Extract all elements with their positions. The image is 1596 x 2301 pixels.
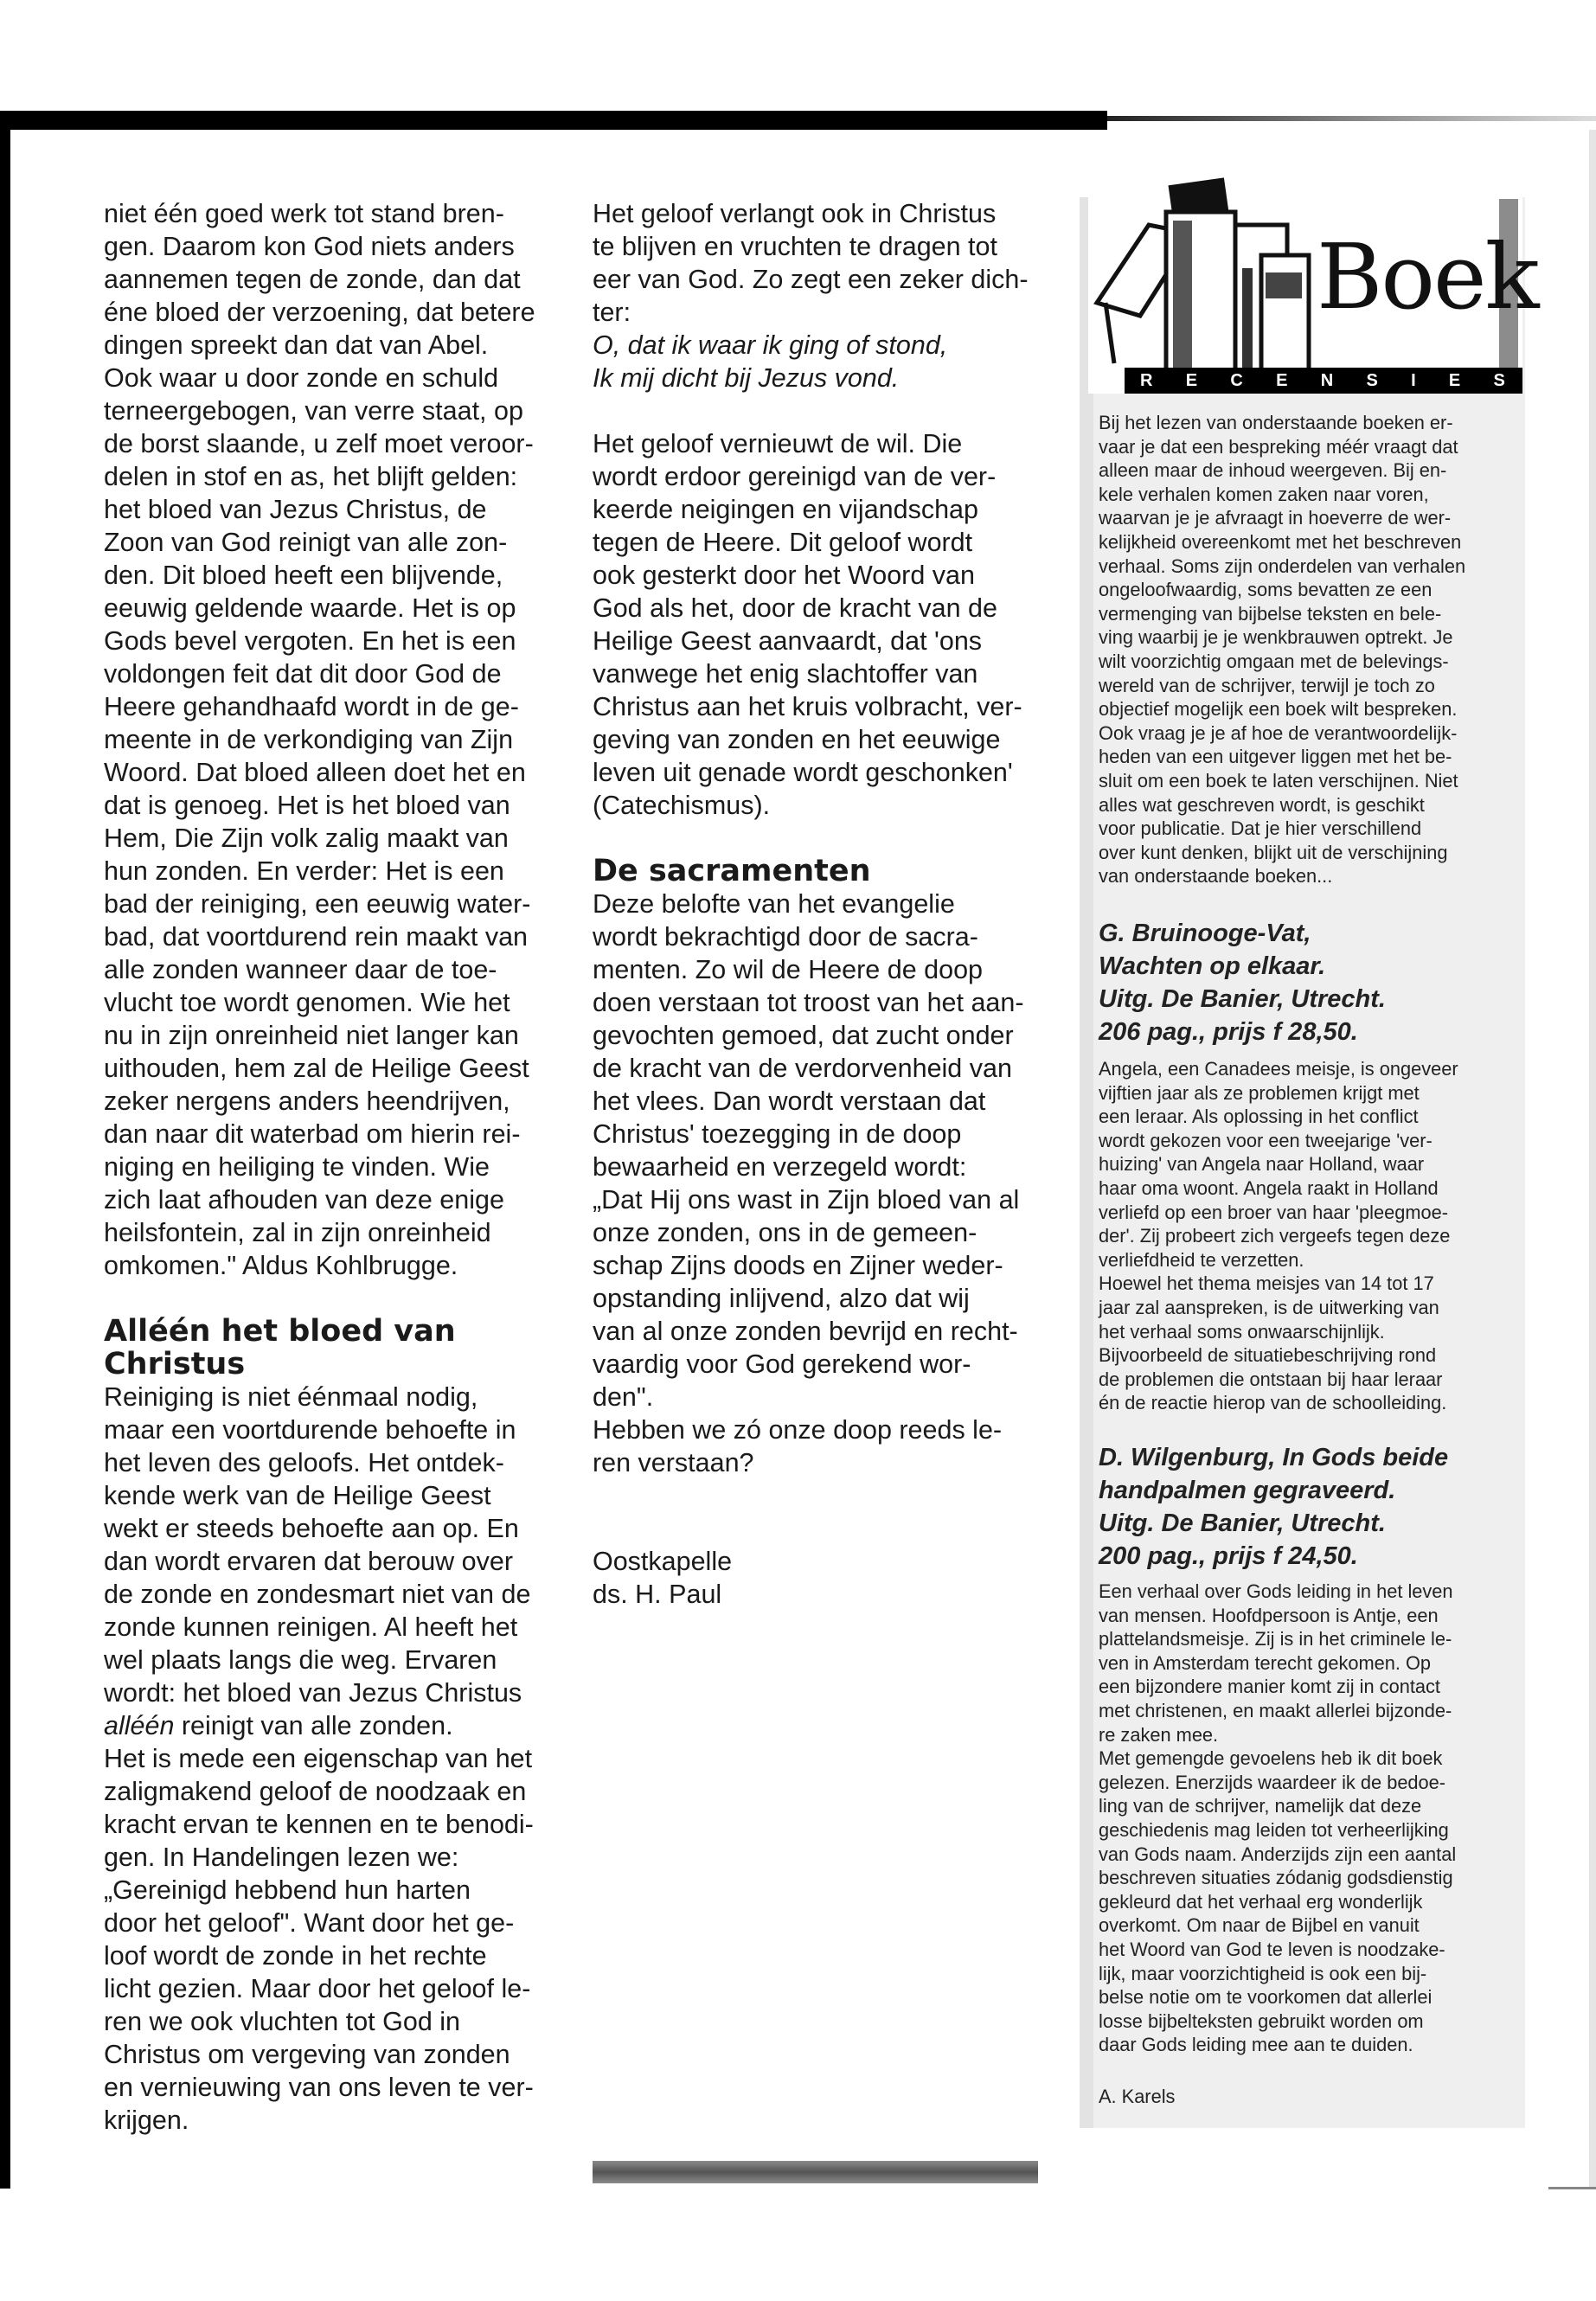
text-line: wilt voorzichtig omgaan met de belevings-: [1099, 650, 1449, 672]
col1-paragraph-3: [104, 1742, 562, 2137]
text-line: Reiniging is niet éénmaal nodig,: [104, 1382, 478, 1412]
text-line: van al onze zonden bevrijd en recht-: [593, 1317, 1018, 1346]
text-line: van onderstaande boeken...: [1099, 865, 1333, 888]
text-line: Uitg. De Banier, Utrecht.: [1099, 1509, 1386, 1537]
text-line: handpalmen gegraveerd.: [1099, 1477, 1396, 1504]
text-line: wordt erdoor gereinigd van de ver-: [593, 462, 997, 491]
text-line: bad, dat voortdurend rein maakt van: [104, 922, 528, 952]
text-line: G. Bruinooge-Vat,: [1099, 920, 1311, 947]
text-line: daar Gods leiding mee aan te duiden.: [1099, 2034, 1413, 2056]
text-line: Hoewel het thema meisjes van 14 tot 17: [1099, 1272, 1434, 1295]
text-line: dan naar dit waterbad om hierin rei-: [104, 1119, 521, 1149]
text-line: licht gezien. Maar door het geloof le-: [104, 1974, 531, 2003]
text-line: Het geloof vernieuwt de wil. Die: [593, 429, 963, 458]
text-line: vaardig voor God gerekend wor-: [593, 1349, 971, 1379]
text-line: heden van een uitgever liggen met het be-: [1099, 746, 1452, 768]
col1-paragraph-1: [104, 197, 562, 1282]
text-line: omkomen." Aldus Kohlbrugge.: [104, 1251, 458, 1280]
text-line: jaar zal aanspreken, is de uitwerking van: [1099, 1296, 1439, 1318]
text-line: van mensen. Hoofdpersoon is Antje, een: [1099, 1604, 1439, 1626]
text-line: alleen maar de inhoud weergeven. Bij en-: [1099, 459, 1447, 482]
text-line: aannemen tegen de zonde, dan dat: [104, 265, 521, 294]
text-line: kele verhalen komen zaken naar voren,: [1099, 483, 1429, 505]
text-line: en vernieuwing van ons leven te ver-: [104, 2073, 534, 2102]
text-line: eer van God. Zo zegt een zeker dich-: [593, 265, 1029, 294]
text-line: ook gesterkt door het Woord van: [593, 561, 975, 590]
text-line: zaligmakend geloof de noodzaak en: [104, 1777, 527, 1806]
text-line: gen. Daarom kon God niets anders: [104, 232, 515, 261]
text-line: Christus om vergeving van zonden: [104, 2040, 510, 2069]
text-line: re zaken mee.: [1099, 1723, 1219, 1746]
text-line: maar een voortdurende behoefte in: [104, 1415, 516, 1445]
place-name: Oostkapelle: [593, 1547, 733, 1576]
text-line: Een verhaal over Gods leiding in het leven: [1099, 1580, 1453, 1602]
text-line: krijgen.: [104, 2106, 189, 2135]
text-line: vermenging van bijbelse teksten en bele-: [1099, 602, 1442, 625]
logo-word-boek: Boek: [1317, 224, 1538, 330]
text-line: Ik mij dicht bij Jezus vond.: [593, 363, 900, 393]
text-line: „Gereinigd hebbend hun harten: [104, 1875, 471, 1905]
text-line: loof wordt de zonde in het rechte: [104, 1941, 487, 1971]
text-line: geschiedenis mag leiden tot verheerlijking: [1099, 1818, 1449, 1841]
text-line: Deze belofte van het evangelie: [593, 889, 955, 919]
text-line: vanwege het enig slachtoffer van: [593, 659, 978, 689]
bottom-gray-rule: [593, 2161, 1038, 2183]
book-1-heading: [1099, 917, 1514, 1048]
text-line: wereld van de schrijver, terwijl je toch zo: [1099, 674, 1435, 696]
logo-recensies-bar: R E C E N S I E S: [1125, 368, 1522, 394]
text-line: verliefdheid te verzetten.: [1099, 1248, 1304, 1271]
text-line: ving waarbij je je wenkbrauwen optrekt. Je: [1099, 626, 1453, 649]
text-line: kelijkheid overeenkomt met het beschreven: [1099, 530, 1462, 553]
text-line: meente in de verkondiging van Zijn: [104, 725, 514, 754]
text-line: waarvan je je afvraagt in hoeverre de wer-: [1099, 507, 1452, 529]
text-line: kracht ervan te kennen en te benodi-: [104, 1810, 534, 1839]
text-line: Gods bevel vergoten. En het is een: [104, 626, 516, 656]
text-line: wordt bekrachtigd door de sacra-: [593, 922, 978, 952]
text-line: delen in stof en as, het blijft gelden:: [104, 462, 518, 491]
text-line: dat is genoeg. Het is het bloed van: [104, 791, 510, 820]
text-line: zich laat afhouden van deze enige: [104, 1185, 504, 1215]
text-line: objectief mogelijk een boek wilt bespreken.: [1099, 698, 1458, 721]
text-line: Het geloof verlangt ook in Christus: [593, 199, 997, 228]
text-line: voor publicatie. Dat je hier verschillend: [1099, 817, 1422, 840]
text-line: beschreven situaties zódanig godsdienstig: [1099, 1867, 1453, 1889]
text-line: ren verstaan?: [593, 1448, 754, 1477]
text-line: gen. In Handelingen lezen we:: [104, 1843, 459, 1872]
text-line: ongeloofwaardig, soms bevatten ze een: [1099, 579, 1433, 601]
text-line: huizing' van Angela naar Holland, waar: [1099, 1153, 1425, 1176]
text-line: alles wat geschreven wordt, is geschikt: [1099, 793, 1425, 816]
text-line: niet één goed werk tot stand bren-: [104, 199, 504, 228]
text-line: het verhaal soms onwaarschijnlijk.: [1099, 1320, 1385, 1343]
text-line: ren we ook vluchten tot God in: [104, 2007, 460, 2036]
text-line: Het is mede een eigenschap van het: [104, 1744, 533, 1773]
text-line: hun zonden. En verder: Het is een: [104, 856, 504, 886]
book-2-heading: [1099, 1441, 1514, 1573]
text-line: geving van zonden en het eeuwige: [593, 725, 1001, 754]
text-line: overkomt. Om naar de Bijbel en vanuit: [1099, 1914, 1420, 1937]
text-line: Wachten op elkaar.: [1099, 952, 1326, 980]
text-line: 206 pag., prijs f 28,50.: [1099, 1018, 1358, 1046]
col2-heading-sacramenten: De sacramenten: [593, 854, 871, 888]
text-line: het vlees. Dan wordt verstaan dat: [593, 1086, 986, 1116]
text-line: van Gods naam. Anderzijds zijn een aantal: [1099, 1843, 1457, 1865]
text-line: keerde neigingen en vijandschap: [593, 495, 978, 524]
col2-paragraph-3: [593, 888, 1042, 1479]
text-line: God als het, door de kracht van de: [593, 593, 997, 623]
text-line: zonde kunnen reinigen. Al heeft het: [104, 1612, 518, 1642]
book-2-review: [1099, 1580, 1514, 2057]
book-1-review: [1099, 1057, 1514, 1415]
text-line: Christus' toezegging in de doop: [593, 1119, 962, 1149]
column-2: [593, 197, 1042, 1611]
text-line: Ook vraag je je af hoe de verantwoordelijk-: [1099, 721, 1458, 744]
text-line: wordt: het bloed van Jezus Christus: [104, 1678, 522, 1708]
text-line: Zoon van God reinigt van alle zon-: [104, 528, 508, 557]
text-line: kende werk van de Heilige Geest: [104, 1481, 491, 1510]
text-line: wekt er steeds behoefte aan op. En: [104, 1514, 519, 1543]
text-line: haar oma woont. Angela raakt in Holland: [1099, 1176, 1439, 1199]
bottom-right-rule: [1548, 2187, 1596, 2189]
author-name: ds. H. Paul: [593, 1580, 722, 1609]
text-line: ling van de schrijver, namelijk dat deze: [1099, 1795, 1422, 1817]
text-line: 200 pag., prijs f 24,50.: [1099, 1542, 1358, 1570]
text-line: Met gemengde gevoelens heb ik dit boek: [1099, 1747, 1443, 1770]
text-line: voldongen feit dat dit door God de: [104, 659, 502, 689]
text-line: het leven des geloofs. Het ontdek-: [104, 1448, 504, 1477]
text-line: schap Zijns doods en Zijner weder-: [593, 1251, 1003, 1280]
text-line: Heere gehandhaafd wordt in de ge-: [104, 692, 519, 721]
text-line: de borst slaande, u zelf moet veroor-: [104, 429, 534, 458]
text-line: D. Wilgenburg, In Gods beide: [1099, 1444, 1449, 1471]
text-line: dingen spreekt dan dat van Abel.: [104, 330, 489, 360]
text-line: wordt gekozen voor een tweejarige 'ver-: [1099, 1129, 1433, 1151]
text-line: onze zonden, ons in de gemeen-: [593, 1218, 977, 1247]
text-line: gekleurd dat het verhaal erg wonderlijk: [1099, 1890, 1423, 1913]
text-line: Uitg. De Banier, Utrecht.: [1099, 985, 1386, 1013]
text-line: met christenen, en maakt allerlei bijzonde-: [1099, 1699, 1452, 1721]
text-line: Hem, Die Zijn volk zalig maakt van: [104, 824, 509, 853]
text-line: gelezen. Enerzijds waardeer ik de bedoe-: [1099, 1771, 1446, 1793]
text-line: Angela, een Canadees meisje, is ongeveer: [1099, 1058, 1458, 1080]
text-line: gevochten gemoed, dat zucht onder: [593, 1021, 1014, 1050]
text-line: vijftien jaar als ze problemen krijgt met: [1099, 1081, 1420, 1104]
top-black-rule: [0, 111, 1107, 130]
text-line: de zonde en zondesmart niet van de: [104, 1580, 531, 1609]
text-line: wel plaats langs die weg. Ervaren: [104, 1645, 497, 1675]
text-line: Alléén het bloed van: [104, 1314, 456, 1349]
text-line: belse notie om te voorkomen dat allerlei: [1099, 1986, 1433, 2009]
reviewer-name: A. Karels: [1099, 2086, 1176, 2107]
text-line: leven uit genade wordt geschonken': [593, 758, 1013, 787]
text-line: verhaal. Soms zijn onderdelen van verhalen: [1099, 554, 1466, 577]
top-rule-fade: [1107, 116, 1596, 121]
text-line: dan wordt ervaren dat berouw over: [104, 1547, 514, 1576]
text-line: bad der reiniging, een eeuwig water-: [104, 889, 531, 919]
text-line: Ook waar u door zonde en schuld: [104, 363, 499, 393]
left-black-edge: [0, 130, 10, 2189]
text-line: plattelandsmeisje. Zij is in het criminele le-: [1099, 1628, 1452, 1650]
text-line: te blijven en vruchten te dragen tot: [593, 232, 997, 261]
text-line: alle zonden wanneer daar de toe-: [104, 955, 497, 984]
col1-paragraph-2-tail: alléén reinigt van alle zonden.: [104, 1711, 453, 1740]
text-line: doen verstaan tot troost van het aan-: [593, 988, 1024, 1017]
text-line: ven in Amsterdam terecht gekomen. Op: [1099, 1651, 1432, 1674]
sidebar-intro: [1099, 411, 1514, 888]
text-line: opstanding inlijvend, alzo dat wij: [593, 1284, 970, 1313]
text-line: „Dat Hij ons wast in Zijn bloed van al: [593, 1185, 1020, 1215]
text-line: bewaarheid en verzegeld wordt:: [593, 1152, 967, 1182]
col1-paragraph-2: [104, 1381, 562, 1709]
text-line: over kunt denken, blijkt uit de verschijning: [1099, 841, 1448, 863]
text-line: zeker nergens anders heendrijven,: [104, 1086, 510, 1116]
text-line: én de reactie hierop van de schoolleiding.: [1099, 1392, 1447, 1414]
text-line: Bij het lezen van onderstaande boeken er-: [1099, 412, 1453, 433]
text-line: Christus: [104, 1347, 246, 1381]
text-line: (Catechismus).: [593, 791, 771, 820]
text-line: O, dat ik waar ik ging of stond,: [593, 330, 948, 360]
text-line: het bloed van Jezus Christus, de: [104, 495, 487, 524]
text-line: den".: [593, 1382, 654, 1412]
col2-poem-quote: [593, 329, 1042, 394]
text-line: uithouden, hem zal de Heilige Geest: [104, 1054, 529, 1083]
text-line: losse bijbelteksten gebruikt worden om: [1099, 2009, 1424, 2032]
text-line: nu in zijn onreinheid niet langer kan: [104, 1021, 519, 1050]
text-line: de kracht van de verdorvenheid van: [593, 1054, 1012, 1083]
text-line: eeuwig geldende waarde. Het is op: [104, 593, 516, 623]
text-line: door het geloof". Want door het ge-: [104, 1908, 515, 1938]
text-line: Woord. Dat bloed alleen doet het en: [104, 758, 526, 787]
text-line: den. Dit bloed heeft een blijvende,: [104, 561, 503, 590]
text-line: verliefd op een broer van haar 'pleegmoe-: [1099, 1201, 1449, 1223]
col1-heading: [104, 1315, 562, 1381]
text-line: éne bloed der verzoening, dat betere: [104, 298, 535, 327]
right-page-edge: [1589, 130, 1596, 2189]
text-line: Christus aan het kruis volbracht, ver-: [593, 692, 1022, 721]
text-line: tegen de Heere. Dit geloof wordt: [593, 528, 973, 557]
text-line: Bijvoorbeeld de situatiebeschrijving rond: [1099, 1344, 1437, 1367]
text-line: het Woord van God te leven is noodzake-: [1099, 1938, 1445, 1960]
text-line: de problemen die ontstaan bij haar leraar: [1099, 1368, 1443, 1390]
col2-paragraph-1: [593, 197, 1042, 329]
col2-paragraph-2: [593, 427, 1042, 822]
text-line: menten. Zo wil de Heere de doop: [593, 955, 983, 984]
text-line: vlucht toe wordt genomen. Wie het: [104, 988, 510, 1017]
text-line: sluit om een boek te laten verschijnen. Niet: [1099, 769, 1458, 792]
text-line: terneergebogen, van verre staat, op: [104, 396, 523, 426]
column-1: [104, 197, 562, 2137]
text-line: een bijzondere manier komt zij in contact: [1099, 1676, 1440, 1698]
text-line: Heilige Geest aanvaardt, dat 'ons: [593, 626, 983, 656]
text-line: der'. Zij probeert zich vergeefs tegen deze: [1099, 1225, 1451, 1247]
text-line: heilsfontein, zal in zijn onreinheid: [104, 1218, 491, 1247]
text-line: een leraar. Als oplossing in het conflict: [1099, 1106, 1419, 1128]
emphasis-allen: alléén: [104, 1711, 175, 1740]
text-line: lijk, maar voorzichtigheid is ook een bij-: [1099, 1962, 1427, 1984]
text-line: ter:: [593, 298, 631, 327]
text-line: Hebben we zó onze doop reeds le-: [593, 1415, 1003, 1445]
text-line: vaar je dat een bespreking méér vraagt dat: [1099, 435, 1458, 458]
text-line: niging en heiliging te vinden. Wie: [104, 1152, 490, 1182]
